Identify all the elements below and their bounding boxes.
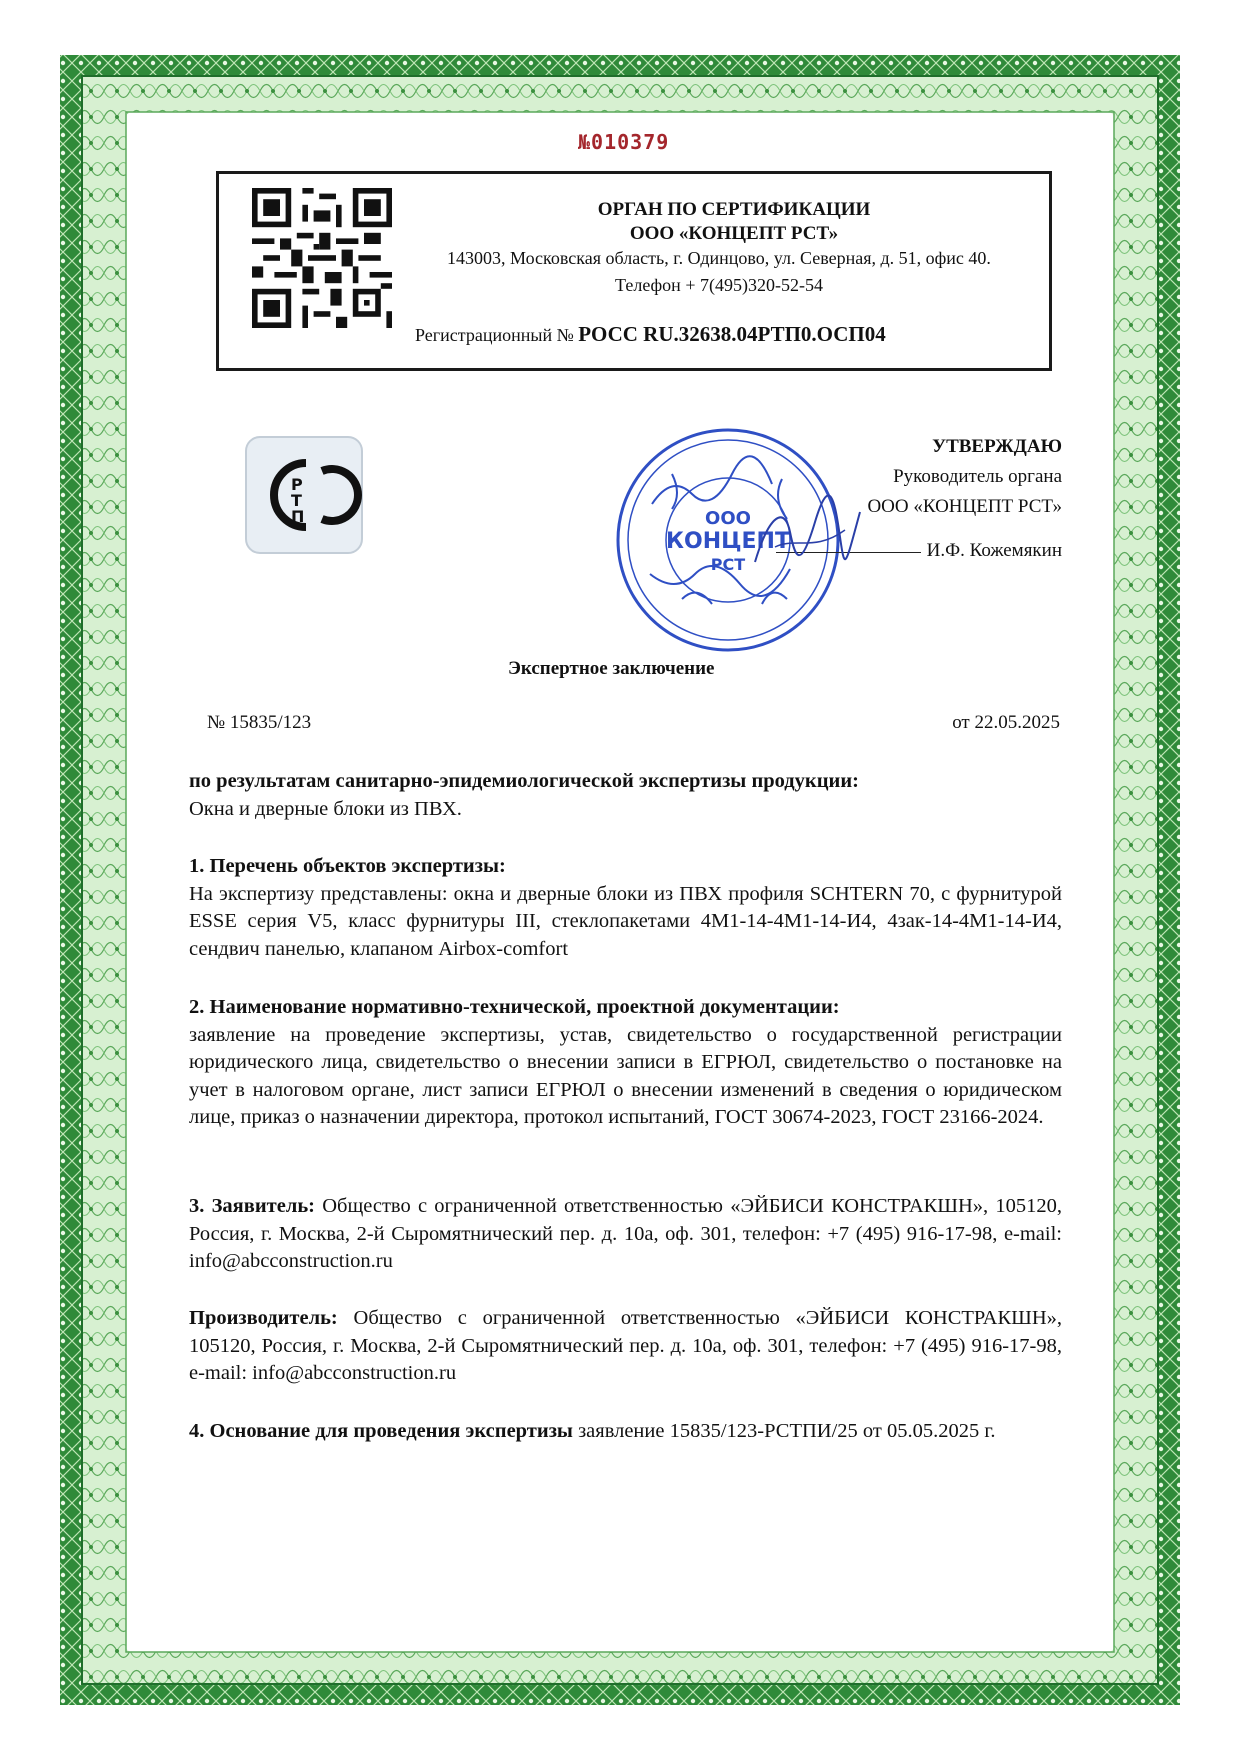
s3-label: 3. Заявитель: bbox=[189, 1195, 315, 1217]
document-date: от 22.05.2025 bbox=[952, 712, 1060, 733]
registration-number bbox=[415, 322, 886, 347]
s3-text: Общество с ограниченной ответственностью «ЭЙБИСИ КОНСТРАКШН», 105120, Россия, г. Москва, 2-й Сыромятнический пер. д. 10а, оф. 301, телефон: +7 (495) 916-17-98, e-mail: info@abcconstruction.ru bbox=[189, 1195, 1063, 1272]
serial-number: №010379 bbox=[578, 130, 670, 154]
section-2 bbox=[189, 994, 1062, 1132]
intro-label: по результатам санитарно-эпидемиологической экспертизы продукции: bbox=[189, 770, 860, 792]
producer-text: Общество с ограниченной ответственностью «ЭЙБИСИ КОНСТРАКШН», 105120, Россия, г. Москва, 2-й Сыромятнический пер. д. 10а, оф. 301, телефон: +7 (495) 916-17-98, e-mail: info@abcconstruction.ru bbox=[189, 1307, 1063, 1384]
qr-code bbox=[245, 188, 399, 328]
org-line2: ООО «КОНЦЕПТ РСТ» bbox=[629, 223, 839, 244]
s1-label: 1. Перечень объектов экспертизы: bbox=[189, 855, 506, 877]
org-address: 143003, Московская область, г. Одинцово, ул. Северная, д. 51, офис 40. bbox=[447, 248, 991, 268]
org-phone: Телефон + 7(495)320-52-54 bbox=[615, 275, 823, 295]
section-3 bbox=[189, 1193, 1062, 1276]
stamp-line2: КОНЦЕПТ bbox=[666, 529, 790, 554]
handwritten-signature bbox=[745, 492, 865, 582]
certification-body-header bbox=[216, 171, 1052, 371]
svg-text:П: П bbox=[291, 507, 305, 526]
s2-text: заявление на проведение экспертизы, устав, свидетельство о государственной регистрации юридического лица, свидетельство о внесении записи в ЕГРЮЛ, свидетельство о постановке на учет в налоговом органе, лист записи ЕГРЮЛ о внесении изменений в сведения о юридическом лице, приказ о назначении директора, протокол испытаний, ГОСТ 30674-2023, ГОСТ 23166-2024. bbox=[189, 1023, 1062, 1128]
document-number: № 15835/123 bbox=[207, 712, 312, 733]
org-line1: ОРГАН ПО СЕРТИФИКАЦИИ bbox=[597, 199, 871, 220]
stamp-line1: ООО bbox=[705, 508, 751, 529]
section-1 bbox=[189, 853, 1062, 963]
signatory-name: И.Ф. Кожемякин bbox=[926, 540, 1062, 561]
document-title: Экспертное заключение bbox=[508, 658, 715, 679]
section-intro bbox=[189, 768, 1062, 823]
intro-text: Окна и дверные блоки из ПВХ. bbox=[189, 797, 462, 820]
svg-text:Р: Р bbox=[291, 475, 303, 494]
reg-label: Регистрационный № bbox=[415, 325, 574, 345]
s2-label: 2. Наименование нормативно-технической, проектной документации: bbox=[189, 996, 840, 1018]
section-producer bbox=[189, 1305, 1062, 1388]
s1-text: На экспертизу представлены: окна и дверные блоки из ПВХ профиля SCHTERN 70, с фурнитурой ESSE серия V5, класс фурнитуры III, стеклопакетами 4М1-14-4М1-14-И4, 4зак-14-4М1-14-И4, сендвич панелью, клапаном Airbox-comfort bbox=[189, 882, 1062, 960]
approval-heading: УТВЕРЖДАЮ bbox=[932, 436, 1062, 457]
producer-label: Производитель: bbox=[189, 1307, 338, 1329]
svg-text:Т: Т bbox=[291, 491, 302, 510]
org-name bbox=[419, 198, 1049, 246]
rst-certification-logo bbox=[244, 435, 364, 555]
s4-text: заявление 15835/123-РСТПИ/25 от 05.05.2025 г. bbox=[578, 1420, 996, 1442]
reg-value: РОСС RU.32638.04РТП0.ОСП04 bbox=[578, 322, 886, 346]
section-4 bbox=[189, 1418, 1062, 1446]
approval-organization: ООО «КОНЦЕПТ РСТ» bbox=[867, 496, 1062, 517]
s4-label: 4. Основание для проведения экспертизы bbox=[189, 1420, 573, 1442]
stamp-line3: РСТ bbox=[710, 555, 746, 574]
approval-position: Руководитель органа bbox=[893, 466, 1062, 487]
